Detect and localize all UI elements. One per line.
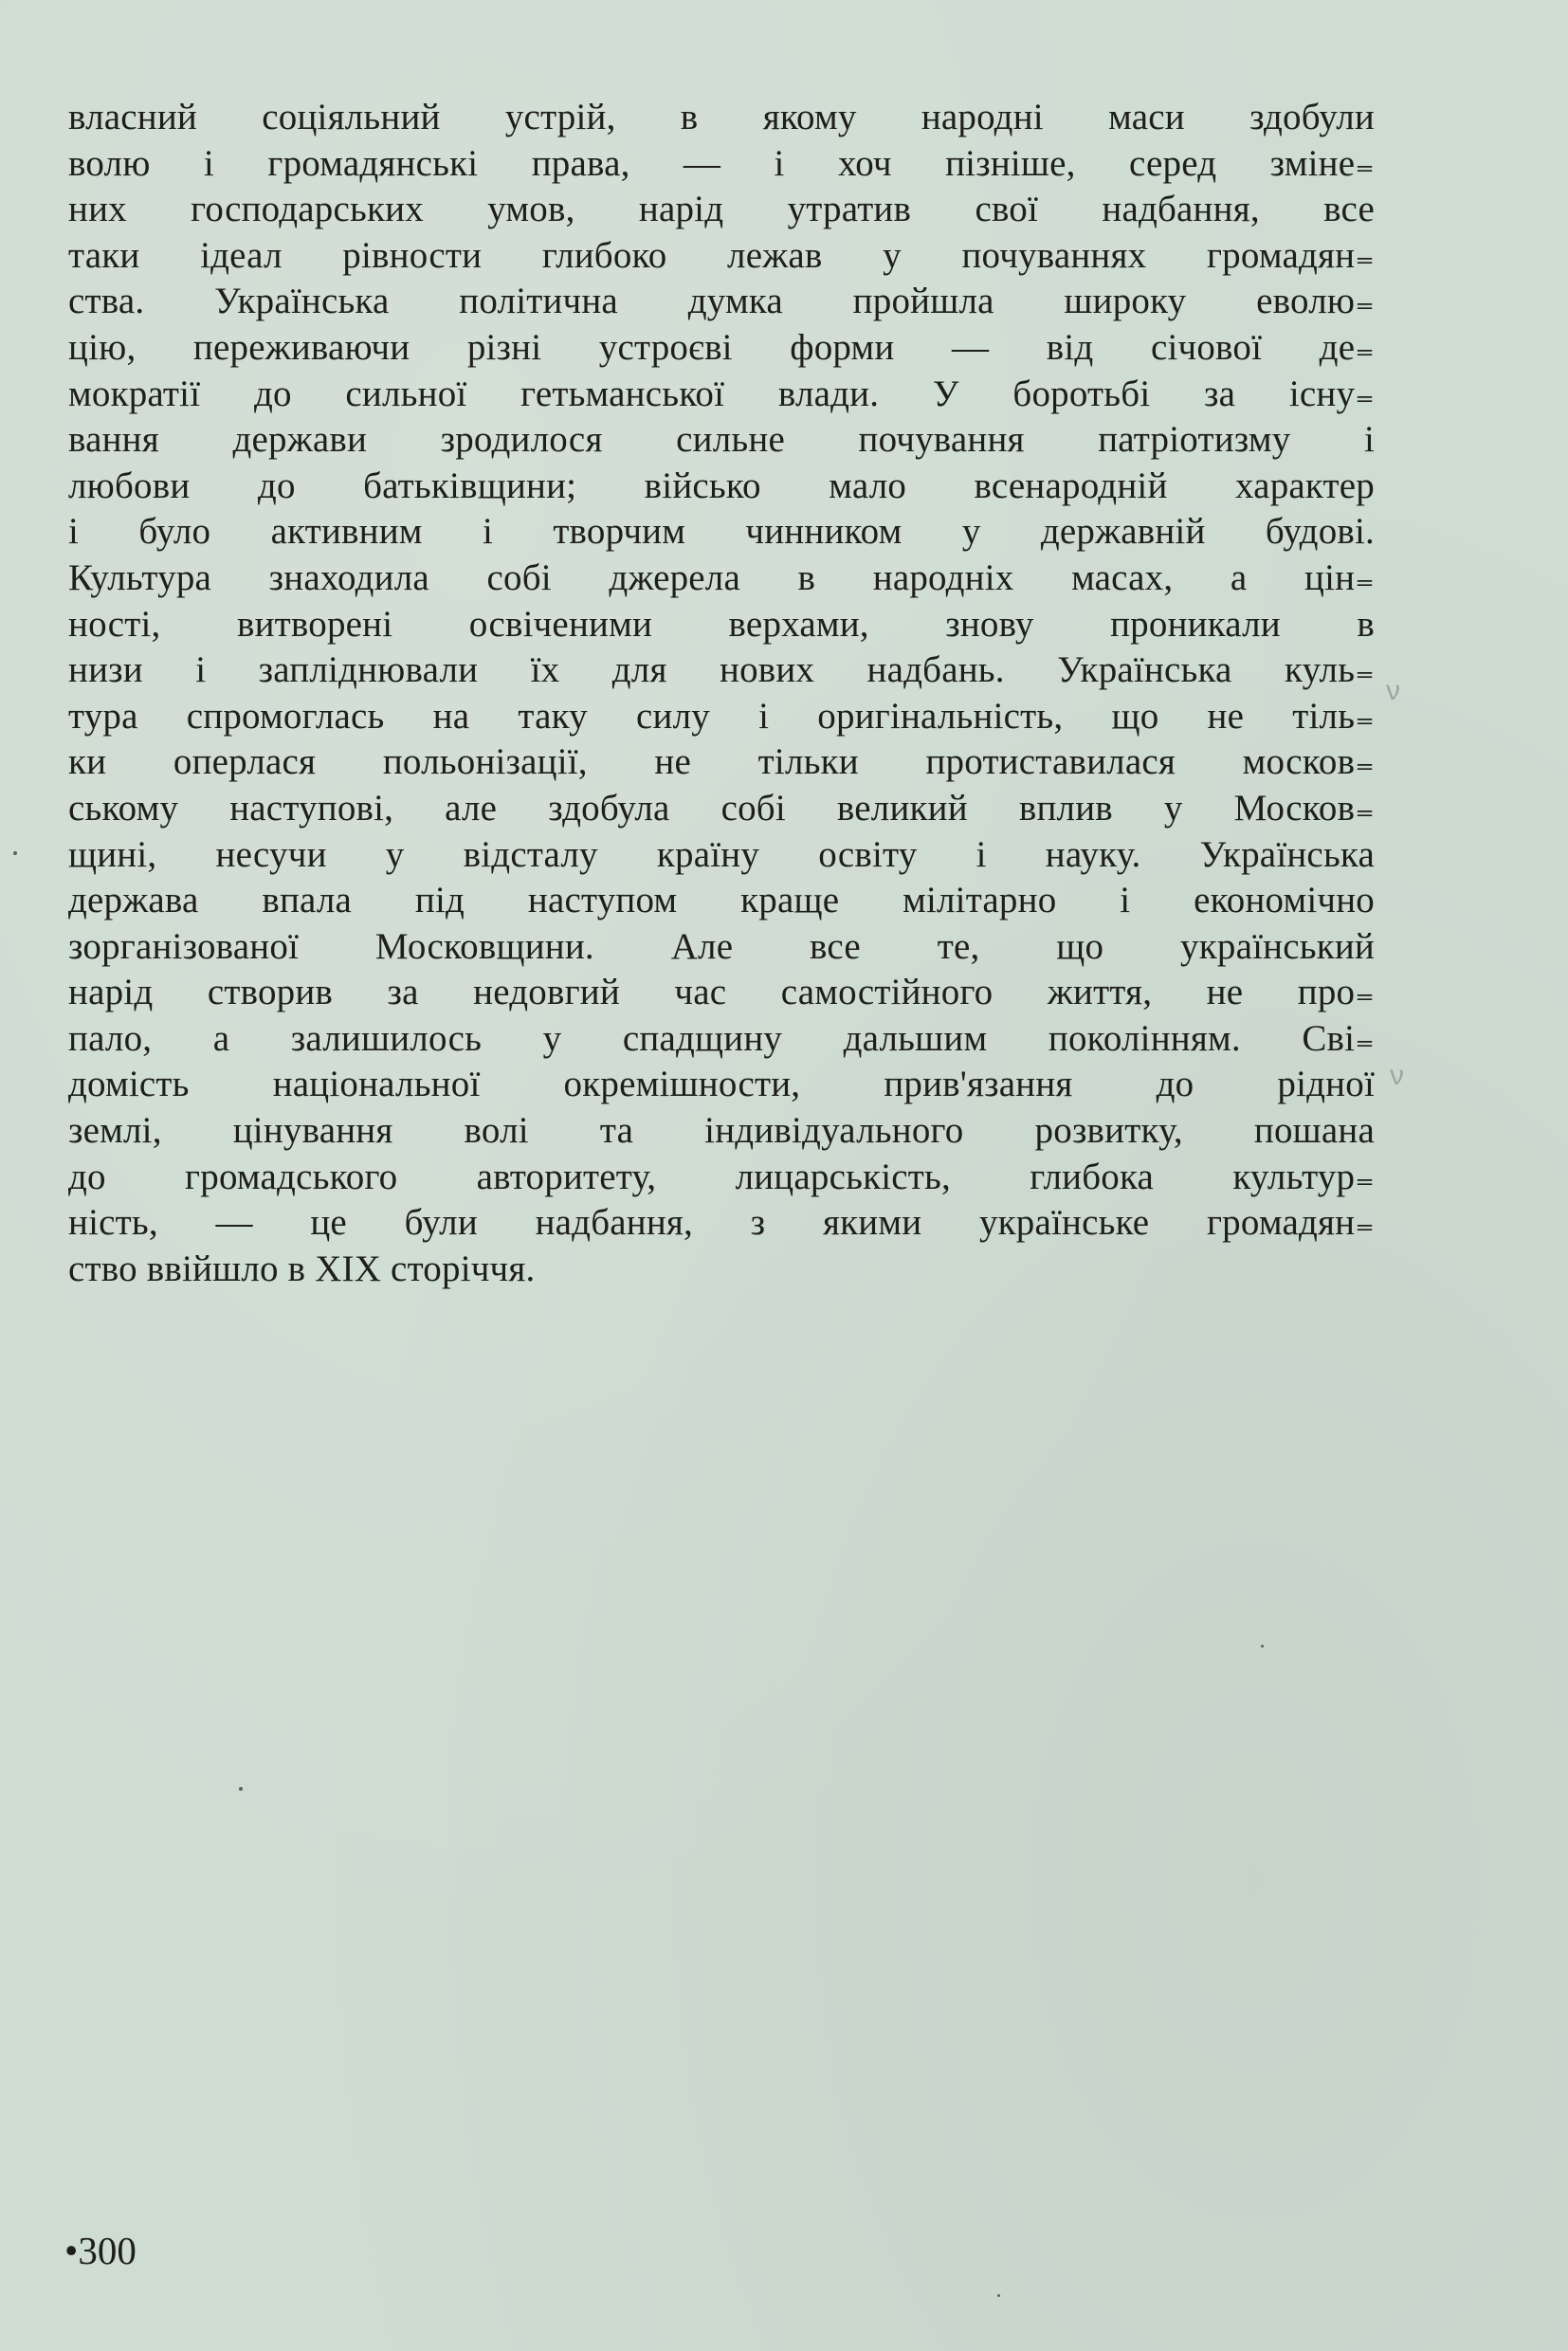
text-line: любови до батьківщини; військо мало всенародній характер [68, 465, 1375, 506]
text-line: тура спромоглась на таку силу і оригінальність, що не тіль₌ [68, 695, 1375, 737]
text-line: мократії до сильної гетьманської влади. У боротьбі за існу₌ [68, 373, 1375, 414]
text-line: держава впала під наступом краще мілітарно і економічно [68, 880, 1375, 921]
text-line: ському наступові, але здобула собі великий вплив у Москов₌ [68, 787, 1375, 829]
paper-speck [997, 2294, 1000, 2297]
margin-pencil-mark: ν [1390, 1060, 1404, 1091]
text-line: ність, — це були надбання, з якими українське громадян₌ [68, 1202, 1375, 1244]
text-line: цію, переживаючи різні устроєві форми — від січової де₌ [68, 326, 1375, 368]
text-line: щині, несучи у відсталу країну освіту і науку. Українська [68, 833, 1375, 875]
text-line: і було активним і творчим чинником у державній будові. [68, 511, 1375, 553]
text-line: домість національної окремішности, прив'язання до рідної [68, 1064, 1375, 1105]
text-line: волю і громадянські права, — і хоч пізніше, серед зміне₌ [68, 142, 1375, 184]
text-line: зорганізованої Московщини. Але все те, що український [68, 925, 1375, 967]
margin-pencil-mark: ν [1386, 675, 1400, 706]
paper-speck [239, 1787, 243, 1791]
text-line: них господарських умов, нарід утратив свої надбання, все [68, 189, 1375, 230]
text-line: Культура знаходила собі джерела в народніх масах, а цін₌ [68, 556, 1375, 598]
page-number-value: 300 [78, 2229, 137, 2272]
text-line: ності, витворені освіченими верхами, знову проникали в [68, 603, 1375, 645]
text-line: до громадського авторитету, лицарськість, глибока культур₌ [68, 1156, 1375, 1197]
text-line: землі, цінування волі та індивідуального розвитку, пошана [68, 1110, 1375, 1152]
page-number [64, 2228, 137, 2273]
text-line: пало, а залишилось у спадщину дальшим поколінням. Сві₌ [68, 1017, 1375, 1059]
text-line: ства. Українська політична думка пройшла широку еволю₌ [68, 281, 1375, 322]
text-line: ки оперлася польонізації, не тільки протиставилася москов₌ [68, 741, 1375, 783]
text-line: таки ідеал рівности глибоко лежав у почуваннях громадян₌ [68, 234, 1375, 276]
text-line: низи і запліднювали їх для нових надбань. Українська куль₌ [68, 649, 1375, 691]
paper-speck [1261, 1645, 1264, 1648]
page-number-dot: • [64, 2229, 79, 2272]
text-line: нарід створив за недовгий час самостійного життя, не про₌ [68, 972, 1375, 1013]
body-text [68, 95, 1375, 1292]
text-line: вання держави зродилося сильне почування патріотизму і [68, 419, 1375, 461]
text-line: власний соціяльний устрій, в якому народні маси здобули [68, 97, 1375, 137]
text-line-last: ство ввійшло в XIX сторіччя. [68, 1248, 536, 1289]
paper-speck [13, 851, 17, 855]
